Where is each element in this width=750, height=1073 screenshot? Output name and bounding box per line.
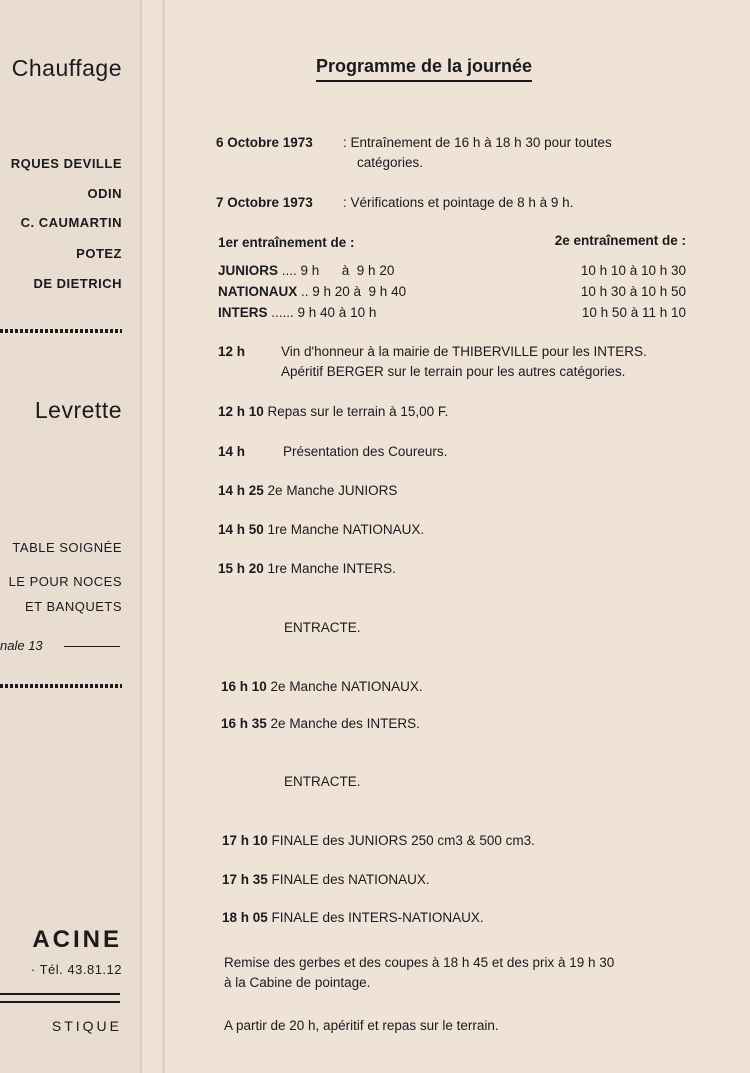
stique-text: STIQUE bbox=[51, 1018, 122, 1034]
event-row bbox=[218, 522, 424, 537]
training-first: .. 9 h 20 à 9 h 40 bbox=[297, 284, 407, 299]
event-time: 14 h bbox=[218, 444, 246, 459]
noon-line2: Apéritif BERGER sur le terrain pour les autres catégories. bbox=[281, 364, 626, 379]
oct6-text: : Entraînement de 16 h à 18 h 30 pour toutes bbox=[343, 135, 612, 150]
fold-line bbox=[162, 0, 165, 1073]
noon-line1: Vin d'honneur à la mairie de THIBERVILLE pour les INTERS. bbox=[281, 344, 647, 359]
event-time: 15 h 20 bbox=[218, 561, 264, 576]
brand-item: ODIN bbox=[87, 186, 122, 201]
noon-time: 12 h bbox=[218, 344, 246, 359]
event-text: Repas sur le terrain à 15,00 F. bbox=[267, 404, 449, 419]
program-title: Programme de la journée bbox=[316, 56, 532, 82]
program-panel bbox=[166, 0, 750, 1073]
double-rule bbox=[0, 993, 120, 1003]
event-text: FINALE des NATIONAUX. bbox=[271, 872, 430, 887]
event-text: 2e Manche JUNIORS bbox=[267, 483, 398, 498]
event-time: 16 h 10 bbox=[221, 679, 267, 694]
racine-title: ACINE bbox=[32, 926, 122, 953]
training-first: .... 9 h à 9 h 20 bbox=[278, 263, 395, 278]
tel-text: · Tél. 43.81.12 bbox=[30, 962, 122, 977]
event-time: 18 h 05 bbox=[222, 910, 268, 925]
entracte: ENTRACTE. bbox=[284, 620, 361, 635]
event-row bbox=[222, 910, 484, 925]
entracte: ENTRACTE. bbox=[284, 774, 361, 789]
event-text: 1re Manche INTERS. bbox=[267, 561, 396, 576]
banquets-text: ET BANQUETS bbox=[24, 599, 122, 614]
training-first: ...... 9 h 40 à 10 h bbox=[267, 305, 377, 320]
first-training-header: 1er entraînement de : bbox=[218, 235, 355, 250]
event-time: 16 h 35 bbox=[221, 716, 267, 731]
event-row bbox=[222, 872, 430, 887]
event-text: 2e Manche des INTERS. bbox=[270, 716, 420, 731]
brand-item: C. CAUMARTIN bbox=[20, 215, 122, 230]
training-second: 10 h 10 à 10 h 30 bbox=[580, 263, 686, 278]
oct7-text: : Vérifications et pointage de 8 h à 9 h. bbox=[343, 195, 574, 210]
route-text: nale 13 bbox=[0, 638, 43, 653]
oct7-date: 7 Octobre 1973 bbox=[216, 195, 313, 210]
training-category: JUNIORS bbox=[218, 263, 279, 278]
event-text: FINALE des INTERS-NATIONAUX. bbox=[271, 910, 484, 925]
remise-line1: Remise des gerbes et des coupes à 18 h 45 et des prix à 19 h 30 bbox=[224, 955, 615, 970]
final-line: A partir de 20 h, apéritif et repas sur le terrain. bbox=[224, 1018, 499, 1033]
remise-line2: à la Cabine de pointage. bbox=[224, 975, 371, 990]
event-time: 17 h 10 bbox=[222, 833, 268, 848]
wavy-divider bbox=[0, 684, 122, 688]
training-row bbox=[218, 284, 406, 299]
training-category: INTERS bbox=[218, 305, 268, 320]
training-second: 10 h 30 à 10 h 50 bbox=[580, 284, 686, 299]
training-category: NATIONAUX bbox=[218, 284, 298, 299]
event-row bbox=[218, 483, 397, 498]
event-row bbox=[221, 716, 420, 731]
levrette-title: Levrette bbox=[34, 397, 122, 423]
event-text: FINALE des JUNIORS 250 cm3 & 500 cm3. bbox=[271, 833, 535, 848]
table-text: TABLE SOIGNÉE bbox=[12, 540, 122, 555]
second-training-header: 2e entraînement de : bbox=[554, 233, 686, 248]
training-second: 10 h 50 à 11 h 10 bbox=[581, 305, 686, 320]
wavy-divider bbox=[0, 329, 122, 333]
event-text: 1re Manche NATIONAUX. bbox=[267, 522, 425, 537]
event-row bbox=[222, 833, 535, 848]
brand-item: POTEZ bbox=[76, 246, 122, 261]
event-text: Présentation des Coureurs. bbox=[283, 444, 448, 459]
training-row bbox=[218, 263, 394, 278]
event-time: 17 h 35 bbox=[222, 872, 268, 887]
oct6-date: 6 Octobre 1973 bbox=[216, 135, 313, 150]
event-row bbox=[218, 404, 448, 419]
event-text: 2e Manche NATIONAUX. bbox=[270, 679, 423, 694]
event-row bbox=[218, 561, 396, 576]
salle-text: LE POUR NOCES bbox=[8, 574, 122, 589]
brand-item: DE DIETRICH bbox=[33, 276, 122, 291]
brand-item: RQUES DEVILLE bbox=[10, 156, 122, 171]
event-time: 14 h 50 bbox=[218, 522, 264, 537]
event-row bbox=[221, 679, 423, 694]
event-time: 14 h 25 bbox=[218, 483, 264, 498]
left-panel bbox=[0, 0, 142, 1073]
chauffage-title: Chauffage bbox=[11, 55, 122, 81]
event-time: 12 h 10 bbox=[218, 404, 264, 419]
route-line bbox=[64, 646, 120, 647]
oct6-text-cont: catégories. bbox=[357, 155, 424, 170]
training-row bbox=[218, 305, 376, 320]
